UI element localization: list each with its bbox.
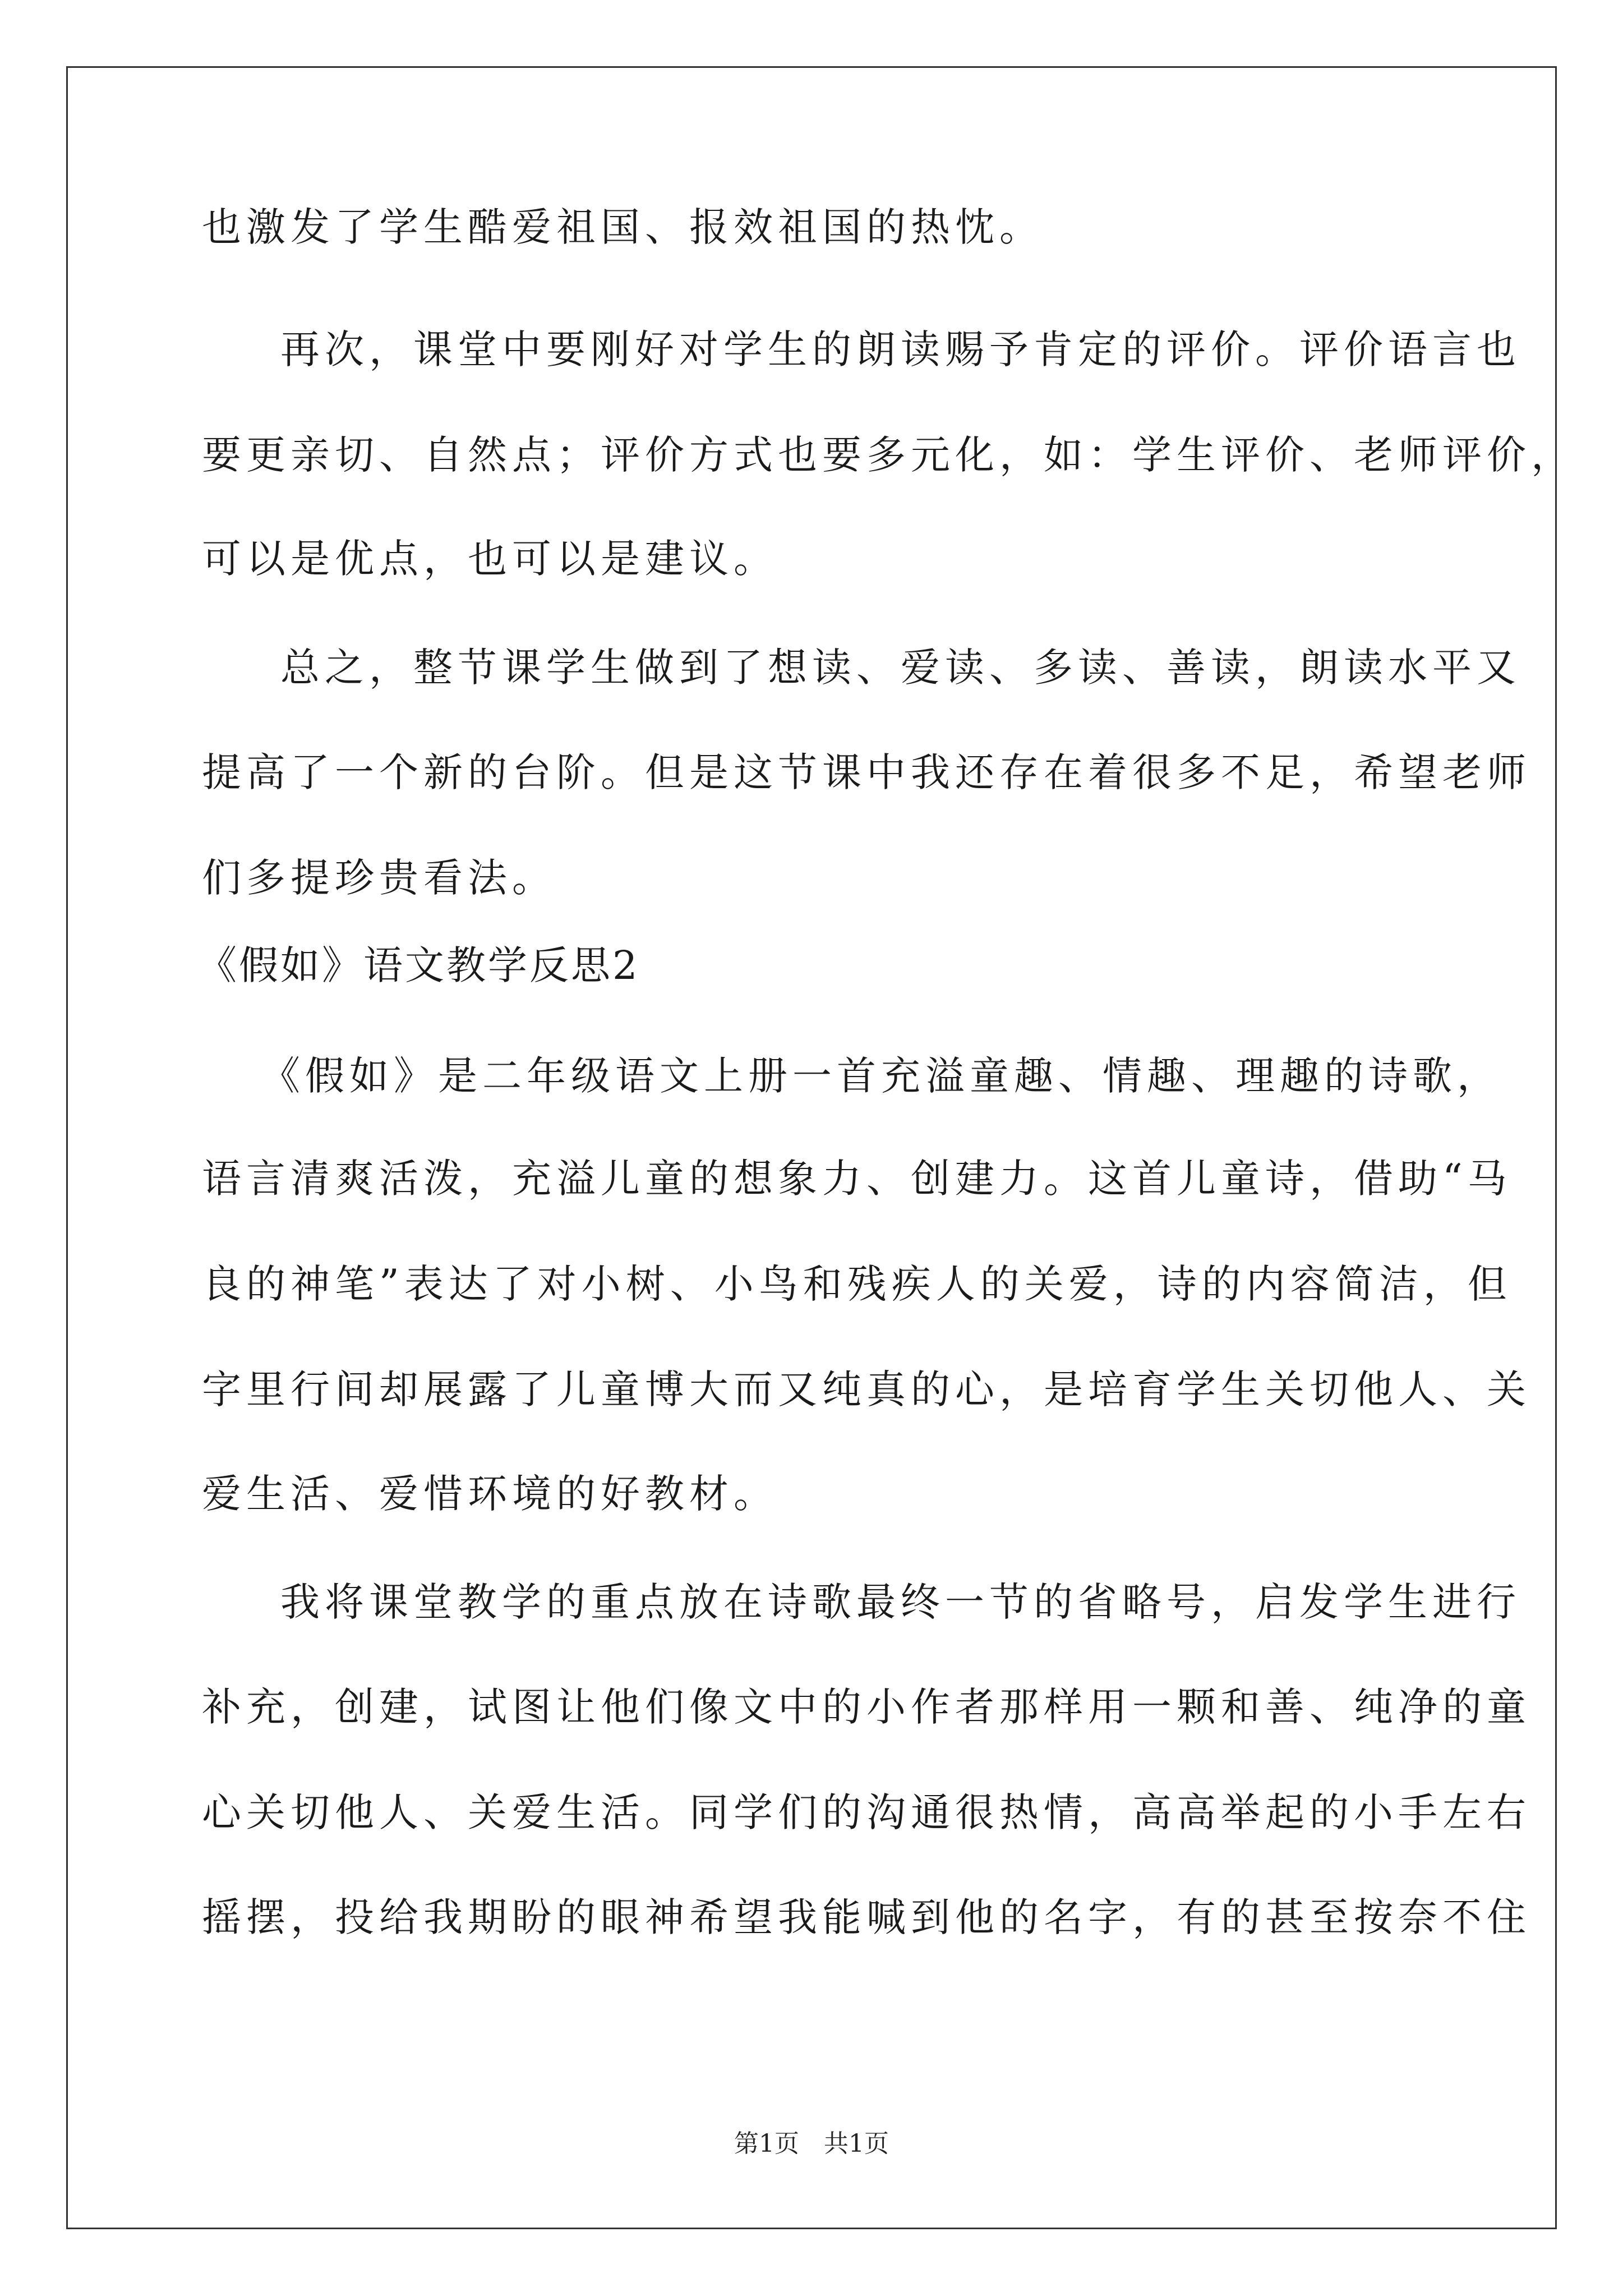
page-footer <box>0 2129 1623 2158</box>
paragraph-line: 要更亲切、自然点；评价方式也要多元化，如：学生评价、老师评价， <box>202 432 1575 478</box>
paragraph-line: 我将课堂教学的重点放在诗歌最终一节的省略号，启发学生进行 <box>280 1579 1521 1625</box>
paragraph-line: 爱生活、爱惜环境的好教材。 <box>202 1471 778 1517</box>
paragraph-line: 可以是优点，也可以是建议。 <box>202 536 778 582</box>
paragraph-line: 总之，整节课学生做到了想读、爱读、多读、善读，朗读水平又 <box>280 645 1521 691</box>
paragraph-line: 良的神笔”表达了对小树、小鸟和残疾人的关爱，诗的内容简洁，但 <box>202 1261 1512 1307</box>
page-number: 第1页 <box>734 2129 799 2158</box>
paragraph-line: 语言清爽活泼，充溢儿童的想象力、创建力。这首儿童诗，借助“马 <box>202 1156 1512 1202</box>
paragraph-line: 心关切他人、关爱生活。同学们的沟通很热情，高高举起的小手左右 <box>202 1789 1531 1835</box>
paragraph-line: 们多提珍贵看法。 <box>202 855 556 901</box>
paragraph-line: 也激发了学生酷爱祖国、报效祖国的热忱。 <box>202 204 1044 250</box>
paragraph-line: 摇摆，投给我期盼的眼神希望我能喊到他的名字，有的甚至按奈不住 <box>202 1894 1531 1940</box>
section-heading: 《假如》语文教学反思2 <box>197 942 640 988</box>
page-total: 共1页 <box>824 2129 889 2158</box>
paragraph-line: 提高了一个新的台阶。但是这节课中我还存在着很多不足，希望老师 <box>202 749 1531 795</box>
paragraph-line: 再次，课堂中要刚好对学生的朗读赐予肯定的评价。评价语言也 <box>280 326 1521 372</box>
paragraph-line: 字里行间却展露了儿童博大而又纯真的心，是培育学生关切他人、关 <box>202 1366 1531 1412</box>
paragraph-line: 补充，创建，试图让他们像文中的小作者那样用一颗和善、纯净的童 <box>202 1684 1531 1730</box>
paragraph-line: 《假如》是二年级语文上册一首充溢童趣、情趣、理趣的诗歌， <box>261 1053 1501 1099</box>
